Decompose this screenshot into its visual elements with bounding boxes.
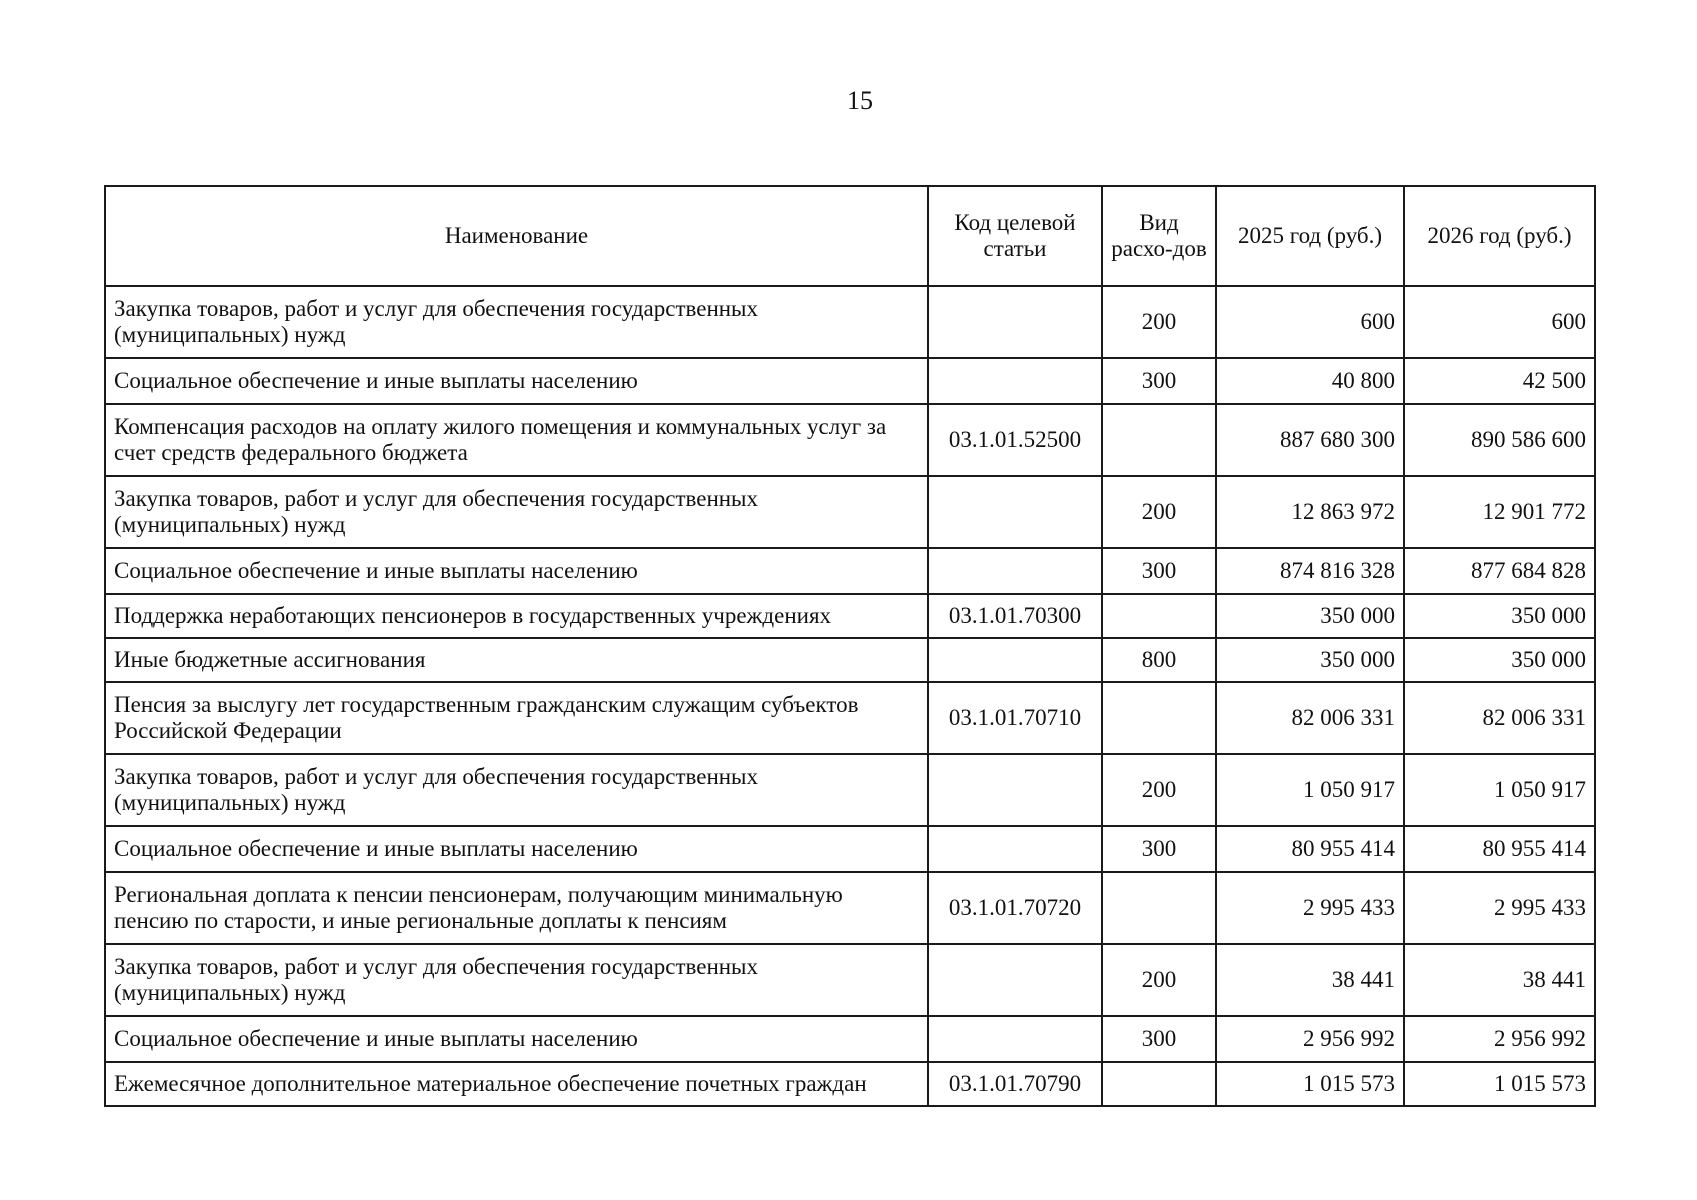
row-kind: 200 — [1102, 944, 1216, 1016]
row-code — [928, 1016, 1102, 1062]
row-name: Закупка товаров, работ и услуг для обеспечения государственных (муниципальных) нужд — [105, 944, 928, 1016]
row-2026: 1 050 917 — [1404, 754, 1595, 826]
row-code — [928, 286, 1102, 358]
row-2026: 82 006 331 — [1404, 682, 1595, 754]
row-name: Иные бюджетные ассигнования — [105, 638, 928, 682]
table-row — [105, 682, 1595, 754]
header-name: Наименование — [105, 186, 928, 286]
row-2025: 887 680 300 — [1216, 404, 1404, 476]
header-kind: Вид расхо-дов — [1102, 186, 1216, 286]
table-row — [105, 286, 1595, 358]
row-name: Ежемесячное дополнительное материальное обеспечение почетных граждан — [105, 1062, 928, 1106]
row-kind — [1102, 404, 1216, 476]
row-2025: 350 000 — [1216, 638, 1404, 682]
row-2025: 82 006 331 — [1216, 682, 1404, 754]
row-code: 03.1.01.70300 — [928, 594, 1102, 638]
table-row — [105, 548, 1595, 594]
row-code: 03.1.01.70710 — [928, 682, 1102, 754]
row-2026: 890 586 600 — [1404, 404, 1595, 476]
row-2025: 40 800 — [1216, 358, 1404, 404]
row-kind: 300 — [1102, 1016, 1216, 1062]
table-row — [105, 404, 1595, 476]
row-name: Социальное обеспечение и иные выплаты населению — [105, 358, 928, 404]
row-code — [928, 548, 1102, 594]
row-code: 03.1.01.70720 — [928, 872, 1102, 944]
page-number: 15 — [847, 86, 873, 115]
row-kind — [1102, 872, 1216, 944]
row-name: Компенсация расходов на оплату жилого помещения и коммунальных услуг за счет средств федерального бюджета — [105, 404, 928, 476]
row-2025: 12 863 972 — [1216, 476, 1404, 548]
row-2025: 2 956 992 — [1216, 1016, 1404, 1062]
row-2026: 2 995 433 — [1404, 872, 1595, 944]
row-2026: 350 000 — [1404, 638, 1595, 682]
row-2025: 1 050 917 — [1216, 754, 1404, 826]
row-2025: 80 955 414 — [1216, 826, 1404, 872]
row-2026: 38 441 — [1404, 944, 1595, 1016]
row-2025: 600 — [1216, 286, 1404, 358]
row-code — [928, 638, 1102, 682]
row-code — [928, 754, 1102, 826]
row-name: Социальное обеспечение и иные выплаты населению — [105, 1016, 928, 1062]
row-kind — [1102, 594, 1216, 638]
row-2025: 1 015 573 — [1216, 1062, 1404, 1106]
header-code: Код целевой статьи — [928, 186, 1102, 286]
row-kind: 300 — [1102, 548, 1216, 594]
table-row — [105, 944, 1595, 1016]
row-name: Поддержка неработающих пенсионеров в государственных учреждениях — [105, 594, 928, 638]
row-name: Закупка товаров, работ и услуг для обеспечения государственных (муниципальных) нужд — [105, 476, 928, 548]
row-code: 03.1.01.52500 — [928, 404, 1102, 476]
row-code — [928, 358, 1102, 404]
row-2026: 2 956 992 — [1404, 1016, 1595, 1062]
row-name: Закупка товаров, работ и услуг для обеспечения государственных (муниципальных) нужд — [105, 286, 928, 358]
row-code: 03.1.01.70790 — [928, 1062, 1102, 1106]
row-2026: 12 901 772 — [1404, 476, 1595, 548]
row-kind: 200 — [1102, 286, 1216, 358]
budget-table — [104, 185, 1596, 1107]
row-kind — [1102, 1062, 1216, 1106]
row-2026: 350 000 — [1404, 594, 1595, 638]
row-2025: 874 816 328 — [1216, 548, 1404, 594]
row-2025: 38 441 — [1216, 944, 1404, 1016]
row-2026: 877 684 828 — [1404, 548, 1595, 594]
row-kind: 200 — [1102, 476, 1216, 548]
row-2026: 600 — [1404, 286, 1595, 358]
row-name: Закупка товаров, работ и услуг для обеспечения государственных (муниципальных) нужд — [105, 754, 928, 826]
row-name: Пенсия за выслугу лет государственным гражданским служащим субъектов Российской Федерации — [105, 682, 928, 754]
table-row — [105, 826, 1595, 872]
row-name: Социальное обеспечение и иные выплаты населению — [105, 548, 928, 594]
row-code — [928, 476, 1102, 548]
table-row — [105, 1062, 1595, 1106]
row-name: Региональная доплата к пенсии пенсионерам, получающим минимальную пенсию по старости, и иные региональные доплаты к пенсиям — [105, 872, 928, 944]
table-header-row — [105, 186, 1595, 286]
table-row — [105, 1016, 1595, 1062]
row-2025: 350 000 — [1216, 594, 1404, 638]
row-2026: 1 015 573 — [1404, 1062, 1595, 1106]
header-2025: 2025 год (руб.) — [1216, 186, 1404, 286]
table-row — [105, 358, 1595, 404]
row-2026: 42 500 — [1404, 358, 1595, 404]
row-code — [928, 826, 1102, 872]
row-kind — [1102, 682, 1216, 754]
table-row — [105, 754, 1595, 826]
header-2026: 2026 год (руб.) — [1404, 186, 1595, 286]
row-kind: 300 — [1102, 358, 1216, 404]
row-2026: 80 955 414 — [1404, 826, 1595, 872]
row-code — [928, 944, 1102, 1016]
row-2025: 2 995 433 — [1216, 872, 1404, 944]
table-row — [105, 638, 1595, 682]
table-row — [105, 872, 1595, 944]
row-name: Социальное обеспечение и иные выплаты населению — [105, 826, 928, 872]
table-row — [105, 594, 1595, 638]
row-kind: 800 — [1102, 638, 1216, 682]
row-kind: 300 — [1102, 826, 1216, 872]
row-kind: 200 — [1102, 754, 1216, 826]
table-row — [105, 476, 1595, 548]
